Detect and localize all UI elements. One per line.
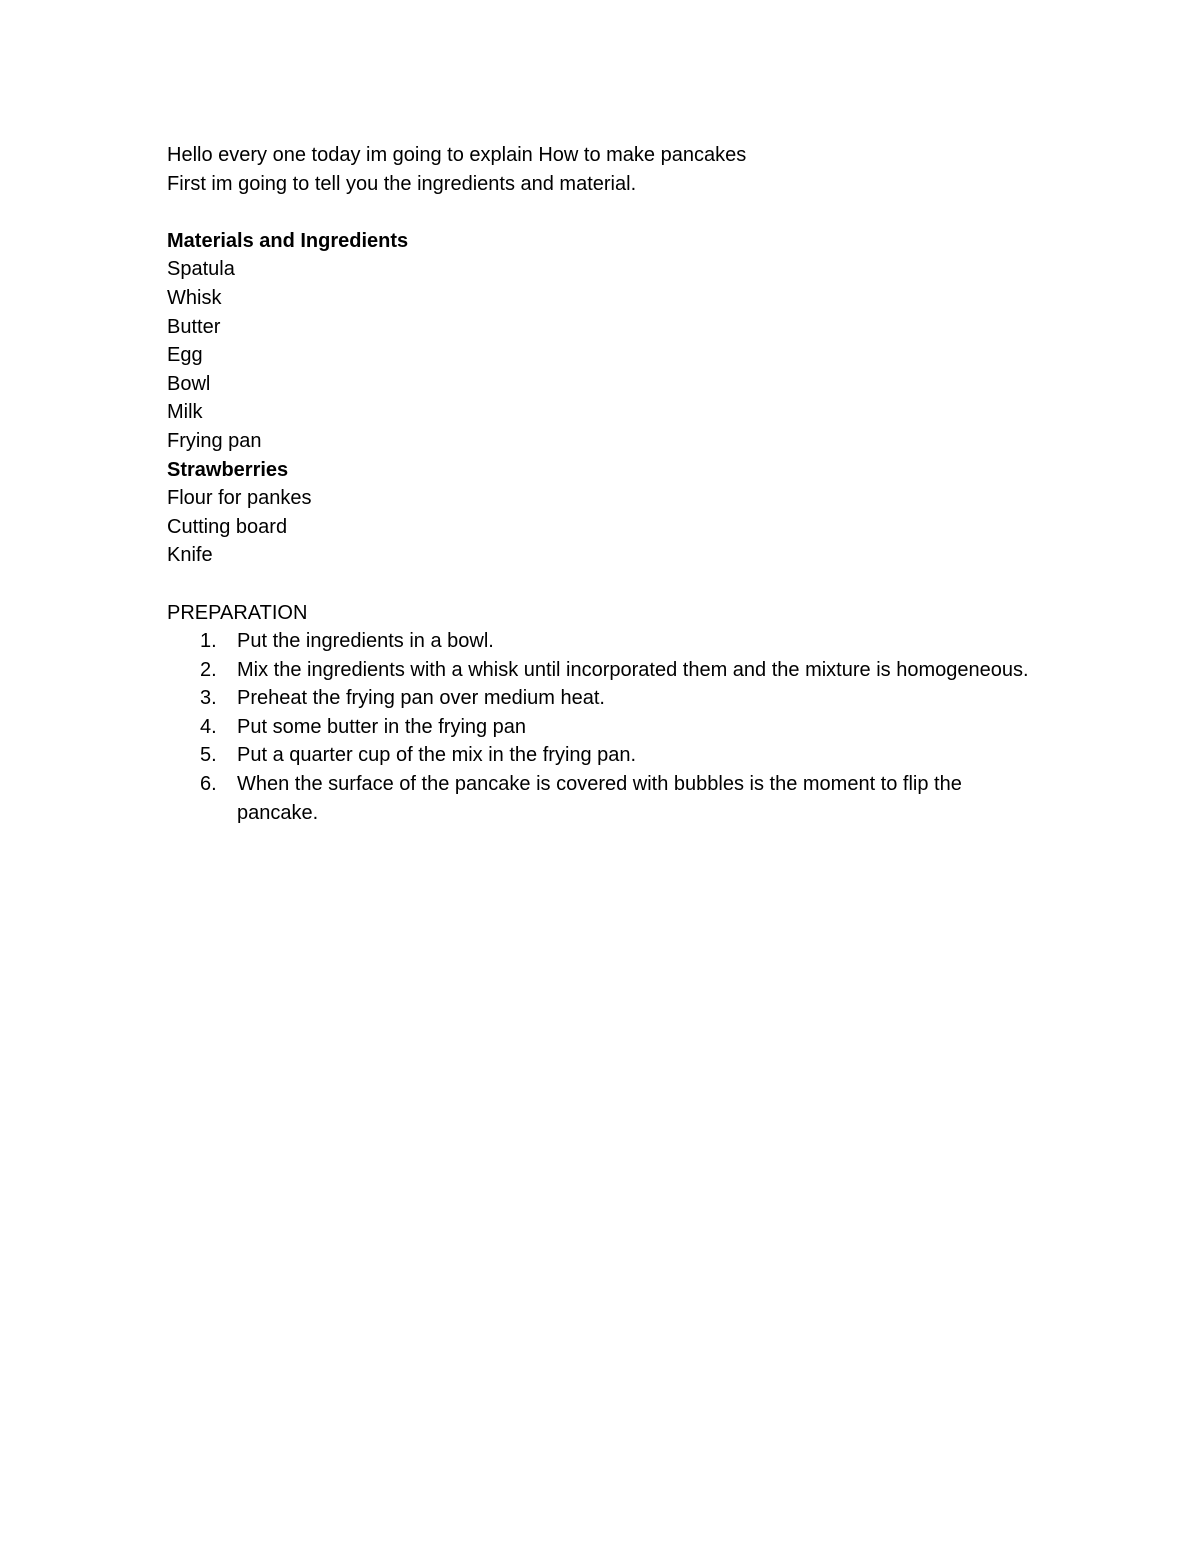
material-item: Bowl: [167, 372, 211, 395]
preparation-step: [167, 656, 1047, 685]
step-text: Preheat the frying pan over medium heat.: [237, 687, 605, 710]
intro-line-1: Hello every one today im going to explain How to make pancakes: [167, 144, 747, 166]
step-number: 6.: [200, 773, 217, 796]
material-item: Frying pan: [167, 429, 262, 452]
preparation-step: [167, 770, 1047, 827]
step-text: When the surface of the pancake is covered with bubbles is the moment to flip the pancake.: [237, 773, 962, 824]
blank-line: [167, 198, 1047, 227]
document-body: [167, 141, 1047, 827]
preparation-steps-list: [167, 627, 1047, 827]
step-number: 5.: [200, 744, 217, 767]
blank-line: [167, 570, 1047, 599]
material-item: Spatula: [167, 258, 235, 281]
material-item: Butter: [167, 315, 221, 338]
step-number: 4.: [200, 715, 217, 738]
step-text: Put a quarter cup of the mix in the frying pan.: [237, 744, 637, 767]
preparation-heading: PREPARATION: [167, 601, 308, 624]
step-text: Put some butter in the frying pan: [237, 715, 527, 738]
step-text: Mix the ingredients with a whisk until incorporated them and the mixture is homogeneous.: [237, 658, 1029, 681]
intro-line-2: First im going to tell you the ingredients and material.: [167, 172, 637, 195]
preparation-step: [167, 713, 1047, 742]
material-item: Milk: [167, 401, 203, 424]
materials-heading: Materials and Ingredients: [167, 229, 409, 252]
material-item: Whisk: [167, 286, 222, 309]
preparation-step: [167, 627, 1047, 656]
material-item: Egg: [167, 344, 203, 367]
step-text: Put the ingredients in a bowl.: [237, 630, 494, 653]
material-item: Strawberries: [167, 458, 289, 481]
material-item: Flour for pankes: [167, 487, 312, 510]
material-item: Cutting board: [167, 515, 288, 538]
step-number: 3.: [200, 687, 217, 710]
preparation-step: [167, 741, 1047, 770]
material-item: Knife: [167, 544, 213, 567]
preparation-step: [167, 684, 1047, 713]
step-number: 2.: [200, 658, 217, 681]
step-number: 1.: [200, 630, 217, 653]
